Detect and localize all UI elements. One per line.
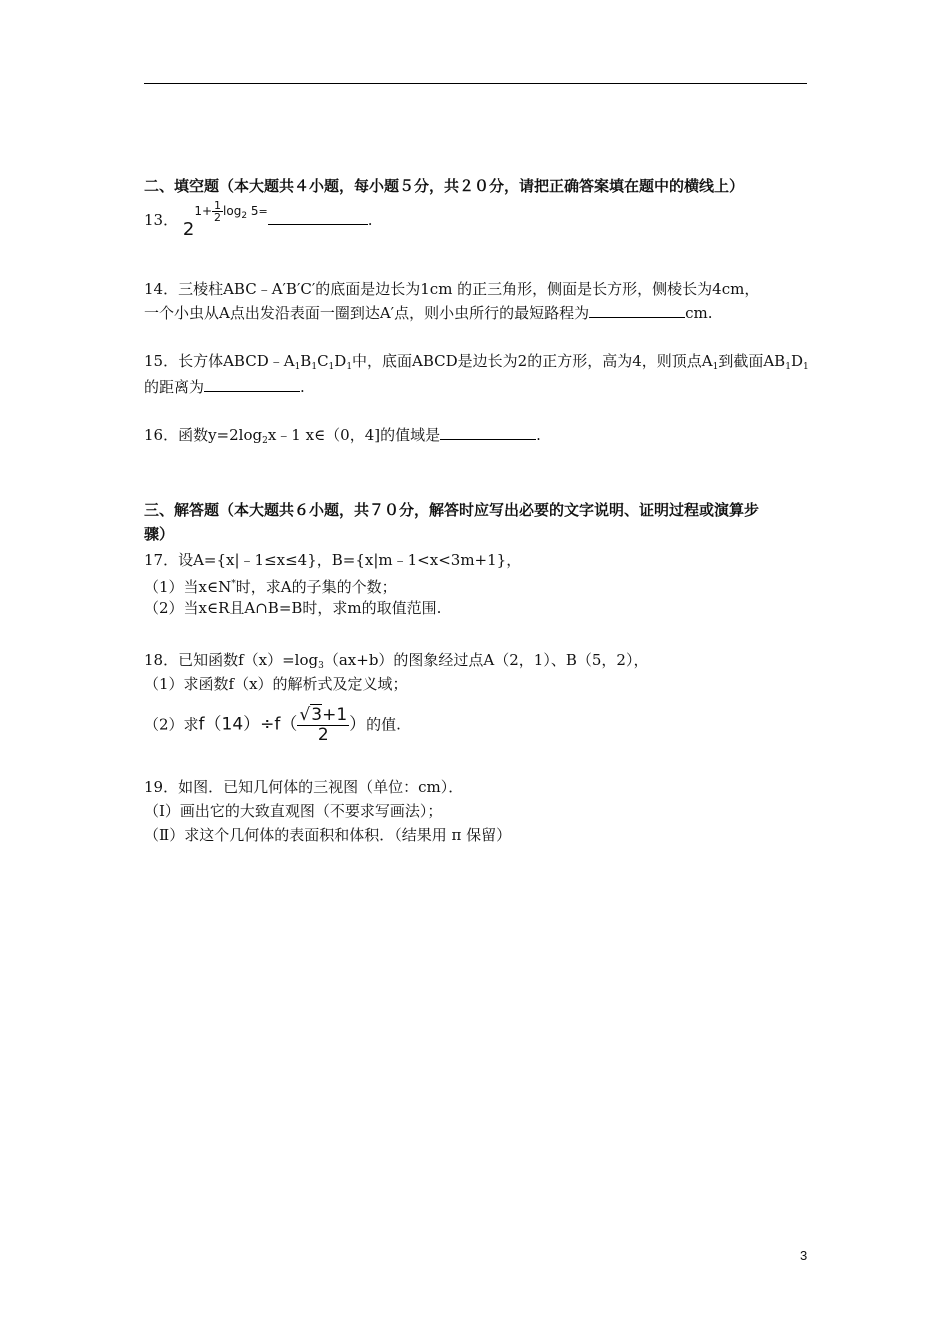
q18-plus-one: +1 [322, 705, 348, 725]
q13-log-arg: 5 [247, 204, 259, 218]
q16-sub: 2 [262, 436, 268, 446]
question-16 [144, 425, 541, 451]
q18-expression: f（14）÷f（ [198, 714, 298, 735]
q15-sub: 1 [785, 362, 791, 372]
q18-part2-text: （2）求 [144, 715, 199, 734]
q15-text-line2: 的距离为 [144, 378, 205, 396]
q16-text-b: x﹣1 x∈（0，4]的值域是 [267, 426, 441, 444]
question-15-line1 [144, 351, 809, 377]
section-3-heading-line1: 三、解答题（本大题共６小题，共７０分，解答时应写出必要的文字说明、证明过程或演算步 [144, 501, 760, 519]
question-19-line3: （Ⅱ）求这个几何体的表面积和体积．（结果用 π 保留） [144, 826, 512, 844]
q15-sub: 1 [294, 362, 301, 372]
q16-text-a: 16．函数y=2log [144, 426, 263, 444]
q18-part2-end: 的值. [366, 715, 401, 734]
q14-text: 一个小虫从A点出发沿表面一圈到达A′点，则小虫所行的最短路程为 [144, 304, 590, 322]
q13-answer-blank[interactable] [268, 210, 368, 225]
q13-fraction [212, 200, 223, 223]
q17-sup: * [231, 579, 236, 589]
q13-equals: = [258, 205, 268, 218]
question-19-line1: 19．如图．已知几何体的三视图（单位：cm）． [144, 778, 464, 796]
q15-text-c: C [317, 352, 329, 370]
header-rule [144, 83, 807, 84]
sqrt-icon: √ [299, 705, 311, 725]
q15-end: . [300, 378, 305, 396]
q18-frac-num [297, 706, 349, 725]
question-17-line3: （2）当x∈R且A∩B=B时，求m的取值范围. [144, 599, 442, 617]
q15-sub: 1 [328, 362, 335, 372]
q13-number: 13． [144, 211, 179, 229]
q15-sub: 1 [802, 362, 809, 372]
q13-exp-lead: 1+ [194, 204, 213, 218]
q18-frac-den: 2 [297, 725, 349, 745]
q13-log: log [223, 204, 242, 218]
question-14-line1: 14．三棱柱ABC﹣A′B′C′的底面是边长为1cm 的正三角形，侧面是长方形，侧棱长为4cm， [144, 280, 760, 298]
question-18-line2: （1）求函数f（x）的解析式及定义域； [144, 675, 408, 693]
question-14-line2 [144, 303, 712, 323]
section-3-heading-line2: 骤） [144, 525, 175, 543]
q15-answer-blank[interactable] [204, 377, 300, 392]
question-18-line1 [144, 650, 648, 676]
q18-fraction [297, 706, 349, 745]
q18-sqrt-arg: 3 [311, 705, 323, 725]
q15-text-b: B [300, 352, 312, 370]
q17-part1-b: 时，求A的子集的个数； [235, 578, 397, 596]
question-15-line2 [144, 377, 305, 397]
section-2-heading: 二、填空题（本大题共４小题，每小题５分，共２０分，请把正确答案填在题中的横线上） [144, 177, 745, 195]
question-17-line1: 17．设A={x|﹣1≤x≤4}，B={x|m﹣1<x<3m+1}， [144, 551, 522, 569]
q18-sub: 3 [318, 661, 324, 671]
q13-end: . [367, 211, 373, 229]
q16-end: . [536, 426, 541, 444]
q15-text-e: 中，底面ABCD是边长为2的正方形，高为4，则顶点A [352, 352, 713, 370]
q15-text-f: 到截面AB [718, 352, 786, 370]
q13-frac-den: 2 [214, 211, 222, 224]
q16-answer-blank[interactable] [440, 425, 536, 440]
q18-text-b: （ax+b）的图象经过点A（2，1）、B（5，2）， [323, 651, 649, 669]
q17-part1-a: （1）当x∈N [144, 578, 232, 596]
q15-text-a: 15．长方体ABCD﹣A [144, 352, 295, 370]
q18-close-paren: ） [349, 714, 367, 735]
question-18-line3 [144, 706, 401, 745]
q18-text-a: 18．已知函数f（x）=log [144, 651, 319, 669]
q15-text-d: D [334, 352, 347, 370]
question-17-line2 [144, 574, 397, 597]
q14-answer-blank[interactable] [589, 303, 685, 318]
question-19-line2: （Ⅰ）画出它的大致直观图（不要求写画法）； [144, 802, 443, 820]
q13-log-base: 2 [241, 211, 248, 221]
q15-sub: 1 [712, 362, 719, 372]
q13-exponent [194, 199, 268, 224]
q13-base: 2 [182, 219, 195, 240]
q15-sub: 1 [346, 362, 353, 372]
q15-text-g: D [790, 352, 803, 370]
q13-expression [182, 199, 268, 240]
q13-frac-num: 1 [214, 199, 222, 212]
page-number: 3 [800, 1248, 808, 1263]
question-13 [144, 199, 373, 240]
q15-sub: 1 [311, 362, 318, 372]
q14-unit: cm. [685, 304, 713, 322]
